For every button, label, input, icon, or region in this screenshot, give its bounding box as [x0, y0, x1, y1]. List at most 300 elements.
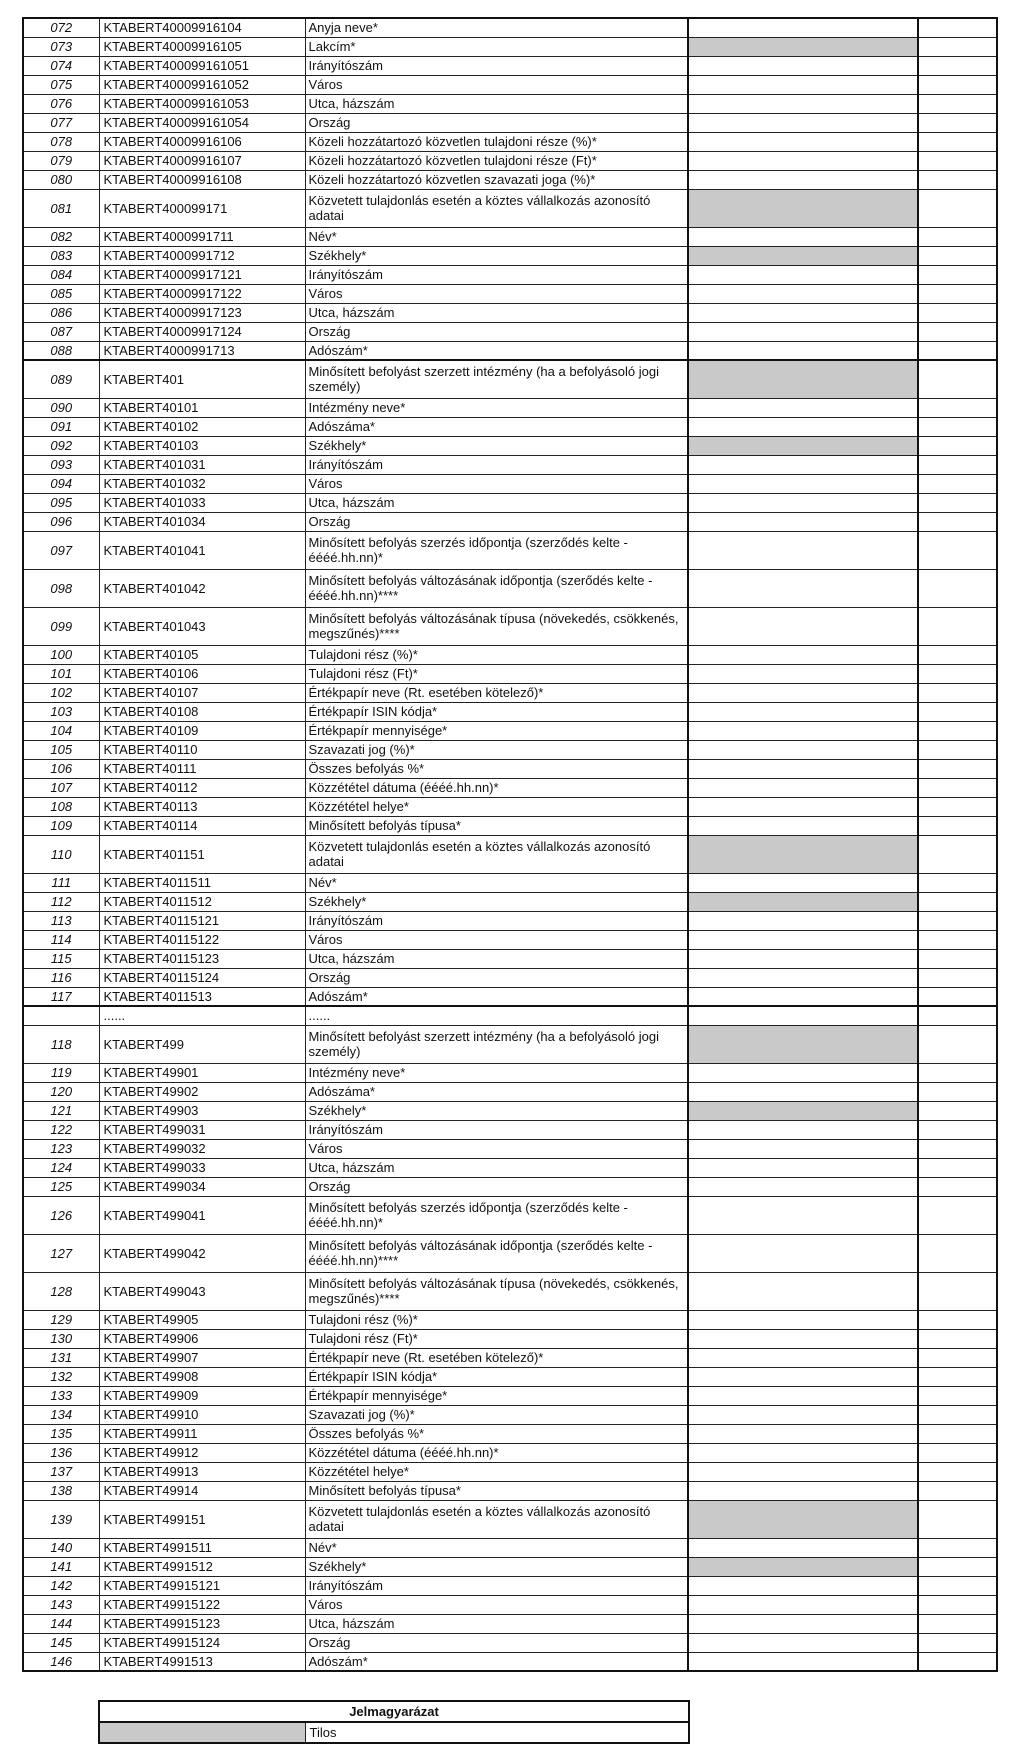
- field-code: KTABERT401042: [99, 569, 305, 607]
- field-code: KTABERT40115123: [99, 949, 305, 968]
- field-code: KTABERT40115124: [99, 968, 305, 987]
- value-cell: [688, 1234, 918, 1272]
- value-cell: [688, 75, 918, 94]
- value-cell: [688, 1576, 918, 1595]
- value-cell: [688, 987, 918, 1006]
- field-description: Név*: [305, 1538, 688, 1557]
- row-number: 124: [23, 1158, 99, 1177]
- field-description: Adószám*: [305, 341, 688, 360]
- row-number: 130: [23, 1329, 99, 1348]
- note-cell: [918, 94, 997, 113]
- table-row: [23, 1633, 997, 1652]
- row-number: 141: [23, 1557, 99, 1576]
- field-description: Közvetett tulajdonlás esetén a köztes vállalkozás azonosító adatai: [305, 189, 688, 227]
- field-description: Ország: [305, 968, 688, 987]
- row-number: 106: [23, 759, 99, 778]
- row-number: 120: [23, 1082, 99, 1101]
- row-number: 127: [23, 1234, 99, 1272]
- table-row: [23, 968, 997, 987]
- field-description: Minősített befolyás típusa*: [305, 816, 688, 835]
- table-row: [23, 170, 997, 189]
- value-cell-forbidden: [688, 246, 918, 265]
- value-cell: [688, 94, 918, 113]
- field-description: Irányítószám: [305, 1120, 688, 1139]
- field-description: Értékpapír ISIN kódja*: [305, 1367, 688, 1386]
- row-number: 139: [23, 1500, 99, 1538]
- row-number: 126: [23, 1196, 99, 1234]
- note-cell: [918, 1177, 997, 1196]
- field-description: Székhely*: [305, 892, 688, 911]
- table-row: [23, 1386, 997, 1405]
- field-description: Ország: [305, 113, 688, 132]
- field-code: KTABERT4011511: [99, 873, 305, 892]
- value-cell: [688, 1139, 918, 1158]
- note-cell: [918, 1595, 997, 1614]
- table-row: [23, 151, 997, 170]
- note-cell: [918, 436, 997, 455]
- table-row: [23, 721, 997, 740]
- value-cell: [688, 398, 918, 417]
- value-cell: [688, 968, 918, 987]
- field-description: Minősített befolyás változásának típusa (növekedés, csökkenés, megszűnés)****: [305, 1272, 688, 1310]
- table-row: [23, 987, 997, 1006]
- field-description: Anyja neve*: [305, 18, 688, 37]
- value-cell: [688, 284, 918, 303]
- table-row: [23, 1538, 997, 1557]
- note-cell: [918, 759, 997, 778]
- note-cell: [918, 417, 997, 436]
- field-code: KTABERT49915123: [99, 1614, 305, 1633]
- field-description: Irányítószám: [305, 455, 688, 474]
- row-number: 134: [23, 1405, 99, 1424]
- legend-item-row: [99, 1722, 689, 1743]
- field-code: KTABERT40109: [99, 721, 305, 740]
- table-row: [23, 664, 997, 683]
- note-cell: [918, 284, 997, 303]
- row-number: 133: [23, 1386, 99, 1405]
- note-cell: [918, 873, 997, 892]
- field-code: KTABERT499031: [99, 1120, 305, 1139]
- table-row: [23, 265, 997, 284]
- row-number: 094: [23, 474, 99, 493]
- note-cell: [918, 1633, 997, 1652]
- field-code: KTABERT4991512: [99, 1557, 305, 1576]
- value-cell: [688, 1443, 918, 1462]
- table-row: [23, 1101, 997, 1120]
- value-cell: [688, 227, 918, 246]
- table-row: [23, 1405, 997, 1424]
- field-description: Közzététel dátuma (éééé.hh.nn)*: [305, 778, 688, 797]
- field-code: KTABERT40103: [99, 436, 305, 455]
- field-code: KTABERT400099161054: [99, 113, 305, 132]
- row-number: 080: [23, 170, 99, 189]
- value-cell: [688, 1006, 918, 1025]
- value-cell: [688, 1329, 918, 1348]
- value-cell-forbidden: [688, 892, 918, 911]
- value-cell: [688, 170, 918, 189]
- table-row: [23, 1481, 997, 1500]
- field-code: KTABERT49912: [99, 1443, 305, 1462]
- value-cell: [688, 911, 918, 930]
- note-cell: [918, 778, 997, 797]
- table-row: [23, 1443, 997, 1462]
- row-number: 107: [23, 778, 99, 797]
- field-description: Ország: [305, 322, 688, 341]
- field-description: Értékpapír neve (Rt. esetében kötelező)*: [305, 683, 688, 702]
- table-row: [23, 303, 997, 322]
- row-number: 132: [23, 1367, 99, 1386]
- row-number: 102: [23, 683, 99, 702]
- field-description: Ország: [305, 512, 688, 531]
- value-cell: [688, 1196, 918, 1234]
- field-description: ......: [305, 1006, 688, 1025]
- field-description: Ország: [305, 1633, 688, 1652]
- field-description: Tulajdoni rész (Ft)*: [305, 664, 688, 683]
- field-code: KTABERT49907: [99, 1348, 305, 1367]
- legend-header-row: [99, 1701, 689, 1722]
- field-code: KTABERT40110: [99, 740, 305, 759]
- field-code: KTABERT40009917121: [99, 265, 305, 284]
- field-code: KTABERT49909: [99, 1386, 305, 1405]
- row-number: 085: [23, 284, 99, 303]
- note-cell: [918, 512, 997, 531]
- note-cell: [918, 246, 997, 265]
- table-row: [23, 1576, 997, 1595]
- table-row: [23, 1367, 997, 1386]
- field-code: KTABERT499041: [99, 1196, 305, 1234]
- field-description: Ország: [305, 1177, 688, 1196]
- field-description: Székhely*: [305, 1101, 688, 1120]
- value-cell: [688, 1120, 918, 1139]
- row-number: 081: [23, 189, 99, 227]
- field-code: KTABERT49915124: [99, 1633, 305, 1652]
- legend-swatch-forbidden: [99, 1722, 305, 1743]
- value-cell-forbidden: [688, 1101, 918, 1120]
- table-body: [23, 18, 997, 1671]
- note-cell: [918, 1139, 997, 1158]
- field-code: KTABERT49908: [99, 1367, 305, 1386]
- field-description: Lakcím*: [305, 37, 688, 56]
- legend-title: Jelmagyarázat: [99, 1701, 689, 1722]
- field-description: Összes befolyás %*: [305, 759, 688, 778]
- field-description: Minősített befolyás változásának típusa (növekedés, csökkenés, megszűnés)****: [305, 607, 688, 645]
- value-cell-forbidden: [688, 189, 918, 227]
- field-description: Értékpapír ISIN kódja*: [305, 702, 688, 721]
- row-number: 079: [23, 151, 99, 170]
- value-cell-forbidden: [688, 1025, 918, 1063]
- note-cell: [918, 113, 997, 132]
- note-cell: [918, 683, 997, 702]
- table-row: [23, 683, 997, 702]
- field-description: Szavazati jog (%)*: [305, 1405, 688, 1424]
- field-code: KTABERT4991513: [99, 1652, 305, 1671]
- table-row: [23, 797, 997, 816]
- row-number: 089: [23, 360, 99, 398]
- field-description: Irányítószám: [305, 56, 688, 75]
- table-row: [23, 1177, 997, 1196]
- row-number: 077: [23, 113, 99, 132]
- note-cell: [918, 892, 997, 911]
- field-description: Közzététel helye*: [305, 797, 688, 816]
- row-number: 129: [23, 1310, 99, 1329]
- row-number: 111: [23, 873, 99, 892]
- value-cell: [688, 18, 918, 37]
- field-code: KTABERT4000991711: [99, 227, 305, 246]
- value-cell: [688, 265, 918, 284]
- field-code: KTABERT499043: [99, 1272, 305, 1310]
- table-row: [23, 284, 997, 303]
- note-cell: [918, 1614, 997, 1633]
- field-description: Név*: [305, 873, 688, 892]
- value-cell: [688, 56, 918, 75]
- field-description: Minősített befolyást szerzett intézmény (ha a befolyásoló jogi személy): [305, 360, 688, 398]
- table-row: [23, 873, 997, 892]
- row-number: 075: [23, 75, 99, 94]
- note-cell: [918, 1557, 997, 1576]
- value-cell: [688, 455, 918, 474]
- value-cell: [688, 664, 918, 683]
- field-code: KTABERT40009916106: [99, 132, 305, 151]
- row-number: 088: [23, 341, 99, 360]
- note-cell: [918, 75, 997, 94]
- note-cell: [918, 37, 997, 56]
- value-cell: [688, 1310, 918, 1329]
- field-code: KTABERT40112: [99, 778, 305, 797]
- row-number: 116: [23, 968, 99, 987]
- value-cell-forbidden: [688, 37, 918, 56]
- value-cell: [688, 1367, 918, 1386]
- table-row: [23, 37, 997, 56]
- table-row: [23, 512, 997, 531]
- field-code: KTABERT499034: [99, 1177, 305, 1196]
- note-cell: [918, 1348, 997, 1367]
- value-cell: [688, 759, 918, 778]
- note-cell: [918, 18, 997, 37]
- value-cell-forbidden: [688, 1557, 918, 1576]
- row-number: 084: [23, 265, 99, 284]
- note-cell: [918, 1006, 997, 1025]
- value-cell: [688, 1633, 918, 1652]
- table-row: [23, 417, 997, 436]
- field-description: Közvetett tulajdonlás esetén a köztes vállalkozás azonosító adatai: [305, 835, 688, 873]
- note-cell: [918, 56, 997, 75]
- field-code: KTABERT49902: [99, 1082, 305, 1101]
- table-row: [23, 1652, 997, 1671]
- note-cell: [918, 664, 997, 683]
- table-row: [23, 759, 997, 778]
- note-cell: [918, 1082, 997, 1101]
- note-cell: [918, 151, 997, 170]
- row-number: 131: [23, 1348, 99, 1367]
- value-cell: [688, 1595, 918, 1614]
- row-number: 110: [23, 835, 99, 873]
- row-number: 143: [23, 1595, 99, 1614]
- note-cell: [918, 721, 997, 740]
- field-code: KTABERT49905: [99, 1310, 305, 1329]
- note-cell: [918, 1443, 997, 1462]
- note-cell: [918, 170, 997, 189]
- field-description: Értékpapír mennyisége*: [305, 1386, 688, 1405]
- table-row: [23, 1557, 997, 1576]
- field-code: KTABERT400099161052: [99, 75, 305, 94]
- row-number: 136: [23, 1443, 99, 1462]
- row-number: 113: [23, 911, 99, 930]
- field-code: KTABERT401034: [99, 512, 305, 531]
- note-cell: [918, 1234, 997, 1272]
- field-code: KTABERT40009916104: [99, 18, 305, 37]
- row-number: 121: [23, 1101, 99, 1120]
- row-number: 138: [23, 1481, 99, 1500]
- data-field-table: [22, 17, 998, 1672]
- table-row: [23, 1348, 997, 1367]
- table-row: [23, 227, 997, 246]
- field-description: Értékpapír neve (Rt. esetében kötelező)*: [305, 1348, 688, 1367]
- field-code: KTABERT49906: [99, 1329, 305, 1348]
- field-description: Minősített befolyás típusa*: [305, 1481, 688, 1500]
- row-number: 082: [23, 227, 99, 246]
- note-cell: [918, 1462, 997, 1481]
- field-code: KTABERT499042: [99, 1234, 305, 1272]
- table-row: [23, 18, 997, 37]
- value-cell: [688, 1386, 918, 1405]
- field-description: Város: [305, 1595, 688, 1614]
- note-cell: [918, 1158, 997, 1177]
- field-description: Utca, házszám: [305, 1614, 688, 1633]
- table-row: [23, 189, 997, 227]
- value-cell: [688, 645, 918, 664]
- table-row: [23, 322, 997, 341]
- legend-table: [98, 1700, 690, 1744]
- row-number: 123: [23, 1139, 99, 1158]
- field-code: KTABERT401032: [99, 474, 305, 493]
- row-number: 145: [23, 1633, 99, 1652]
- row-number: 117: [23, 987, 99, 1006]
- field-description: Minősített befolyás változásának időpontja (szerődés kelte - éééé.hh.nn)****: [305, 1234, 688, 1272]
- field-code: KTABERT400099161051: [99, 56, 305, 75]
- field-description: Város: [305, 75, 688, 94]
- field-code: KTABERT4991511: [99, 1538, 305, 1557]
- field-code: KTABERT40105: [99, 645, 305, 664]
- row-number: 093: [23, 455, 99, 474]
- row-number: 144: [23, 1614, 99, 1633]
- table-row: [23, 930, 997, 949]
- note-cell: [918, 474, 997, 493]
- value-cell: [688, 1082, 918, 1101]
- field-code: KTABERT401: [99, 360, 305, 398]
- row-number: 092: [23, 436, 99, 455]
- note-cell: [918, 1120, 997, 1139]
- field-description: Irányítószám: [305, 911, 688, 930]
- field-description: Szavazati jog (%)*: [305, 740, 688, 759]
- note-cell: [918, 265, 997, 284]
- field-code: KTABERT40009917122: [99, 284, 305, 303]
- field-description: Utca, házszám: [305, 493, 688, 512]
- value-cell: [688, 816, 918, 835]
- value-cell: [688, 474, 918, 493]
- note-cell: [918, 455, 997, 474]
- row-number: 095: [23, 493, 99, 512]
- value-cell-forbidden: [688, 436, 918, 455]
- field-code: KTABERT400099171: [99, 189, 305, 227]
- table-row: [23, 132, 997, 151]
- value-cell: [688, 683, 918, 702]
- value-cell: [688, 740, 918, 759]
- field-code: KTABERT40106: [99, 664, 305, 683]
- table-row: [23, 493, 997, 512]
- value-cell: [688, 1538, 918, 1557]
- note-cell: [918, 493, 997, 512]
- note-cell: [918, 968, 997, 987]
- table-row: [23, 1329, 997, 1348]
- value-cell: [688, 1177, 918, 1196]
- note-cell: [918, 1310, 997, 1329]
- row-number: 146: [23, 1652, 99, 1671]
- table-row: [23, 1424, 997, 1443]
- row-number: 099: [23, 607, 99, 645]
- row-number: 119: [23, 1063, 99, 1082]
- value-cell: [688, 1063, 918, 1082]
- row-number: 118: [23, 1025, 99, 1063]
- table-row: [23, 816, 997, 835]
- field-description: Adószám*: [305, 1652, 688, 1671]
- field-code: KTABERT401151: [99, 835, 305, 873]
- value-cell-forbidden: [688, 1500, 918, 1538]
- table-row: [23, 1196, 997, 1234]
- note-cell: [918, 702, 997, 721]
- field-code: KTABERT401043: [99, 607, 305, 645]
- table-row: [23, 1063, 997, 1082]
- field-code: KTABERT40115122: [99, 930, 305, 949]
- field-code: ......: [99, 1006, 305, 1025]
- field-description: Székhely*: [305, 1557, 688, 1576]
- row-number: 083: [23, 246, 99, 265]
- table-row: [23, 1614, 997, 1633]
- table-row: [23, 835, 997, 873]
- value-cell: [688, 873, 918, 892]
- field-description: Minősített befolyás szerzés időpontja (szerződés kelte - éééé.hh.nn)*: [305, 1196, 688, 1234]
- table-row: [23, 246, 997, 265]
- field-code: KTABERT4011513: [99, 987, 305, 1006]
- value-cell: [688, 531, 918, 569]
- table-row: [23, 455, 997, 474]
- field-description: Minősített befolyást szerzett intézmény (ha a befolyásoló jogi személy): [305, 1025, 688, 1063]
- table-row: [23, 892, 997, 911]
- table-row: [23, 75, 997, 94]
- row-number: 090: [23, 398, 99, 417]
- field-code: KTABERT40113: [99, 797, 305, 816]
- table-row: [23, 1500, 997, 1538]
- field-code: KTABERT499: [99, 1025, 305, 1063]
- table-row: [23, 1006, 997, 1025]
- value-cell: [688, 322, 918, 341]
- table-row: [23, 1139, 997, 1158]
- row-number: 091: [23, 417, 99, 436]
- row-number: 073: [23, 37, 99, 56]
- field-description: Utca, házszám: [305, 949, 688, 968]
- field-code: KTABERT4000991712: [99, 246, 305, 265]
- table-row: [23, 740, 997, 759]
- field-description: Tulajdoni rész (%)*: [305, 645, 688, 664]
- note-cell: [918, 1481, 997, 1500]
- row-number: 135: [23, 1424, 99, 1443]
- row-number: 109: [23, 816, 99, 835]
- field-code: KTABERT49901: [99, 1063, 305, 1082]
- value-cell: [688, 1272, 918, 1310]
- field-code: KTABERT40009916105: [99, 37, 305, 56]
- note-cell: [918, 1652, 997, 1671]
- note-cell: [918, 645, 997, 664]
- note-cell: [918, 1538, 997, 1557]
